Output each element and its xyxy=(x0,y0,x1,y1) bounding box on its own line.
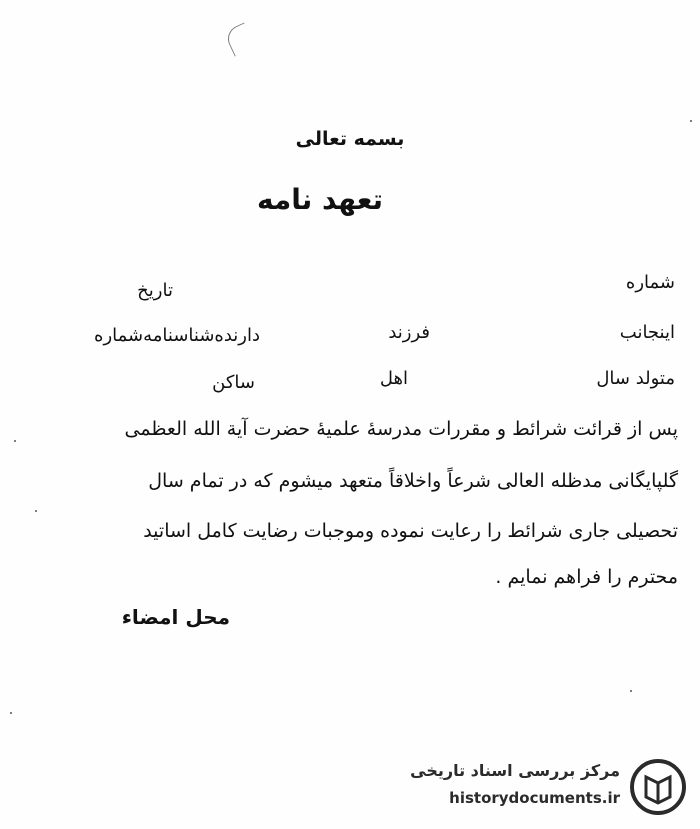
undersigned-label: اینجانب xyxy=(619,322,675,343)
body-line: گلپایگانی مدظله العالی شرعاً واخلاقاً متعهد میشوم که در تمام سال xyxy=(148,470,678,492)
scan-speck xyxy=(690,120,692,122)
number-label: شماره xyxy=(625,272,675,293)
child-of-label: فرزند xyxy=(388,322,430,343)
book-logo-icon xyxy=(630,759,686,815)
scan-speck xyxy=(35,510,37,512)
document-title: تعهد نامه xyxy=(256,183,384,216)
native-of-label: اهل xyxy=(379,368,408,389)
resident-label: ساکن xyxy=(212,372,255,393)
body-line: محترم را فراهم نمایم . xyxy=(495,566,678,588)
watermark xyxy=(396,757,686,819)
scan-speck xyxy=(14,440,16,442)
invocation-heading: بسمه تعالی xyxy=(295,128,405,150)
signature-label: محل امضاء xyxy=(121,605,230,629)
watermark-text-en: historydocuments.ir xyxy=(449,789,620,807)
scan-artifact xyxy=(223,22,255,56)
watermark-text-fa: مرکز بررسی اسناد تاریخی xyxy=(410,761,620,780)
body-line: پس از قرائت شرائط و مقررات مدرسهٔ علمیهٔ حضرت آیة الله العظمی xyxy=(124,418,678,440)
scan-speck xyxy=(10,712,12,714)
body-line: تحصیلی جاری شرائط را رعایت نموده وموجبات رضایت کامل اساتید xyxy=(143,520,678,542)
scan-speck xyxy=(630,690,632,692)
date-label: تاریخ xyxy=(137,280,173,301)
id-number-label: دارنده‌شناسنامه‌شماره xyxy=(94,325,260,346)
born-year-label: متولد سال xyxy=(596,368,675,389)
